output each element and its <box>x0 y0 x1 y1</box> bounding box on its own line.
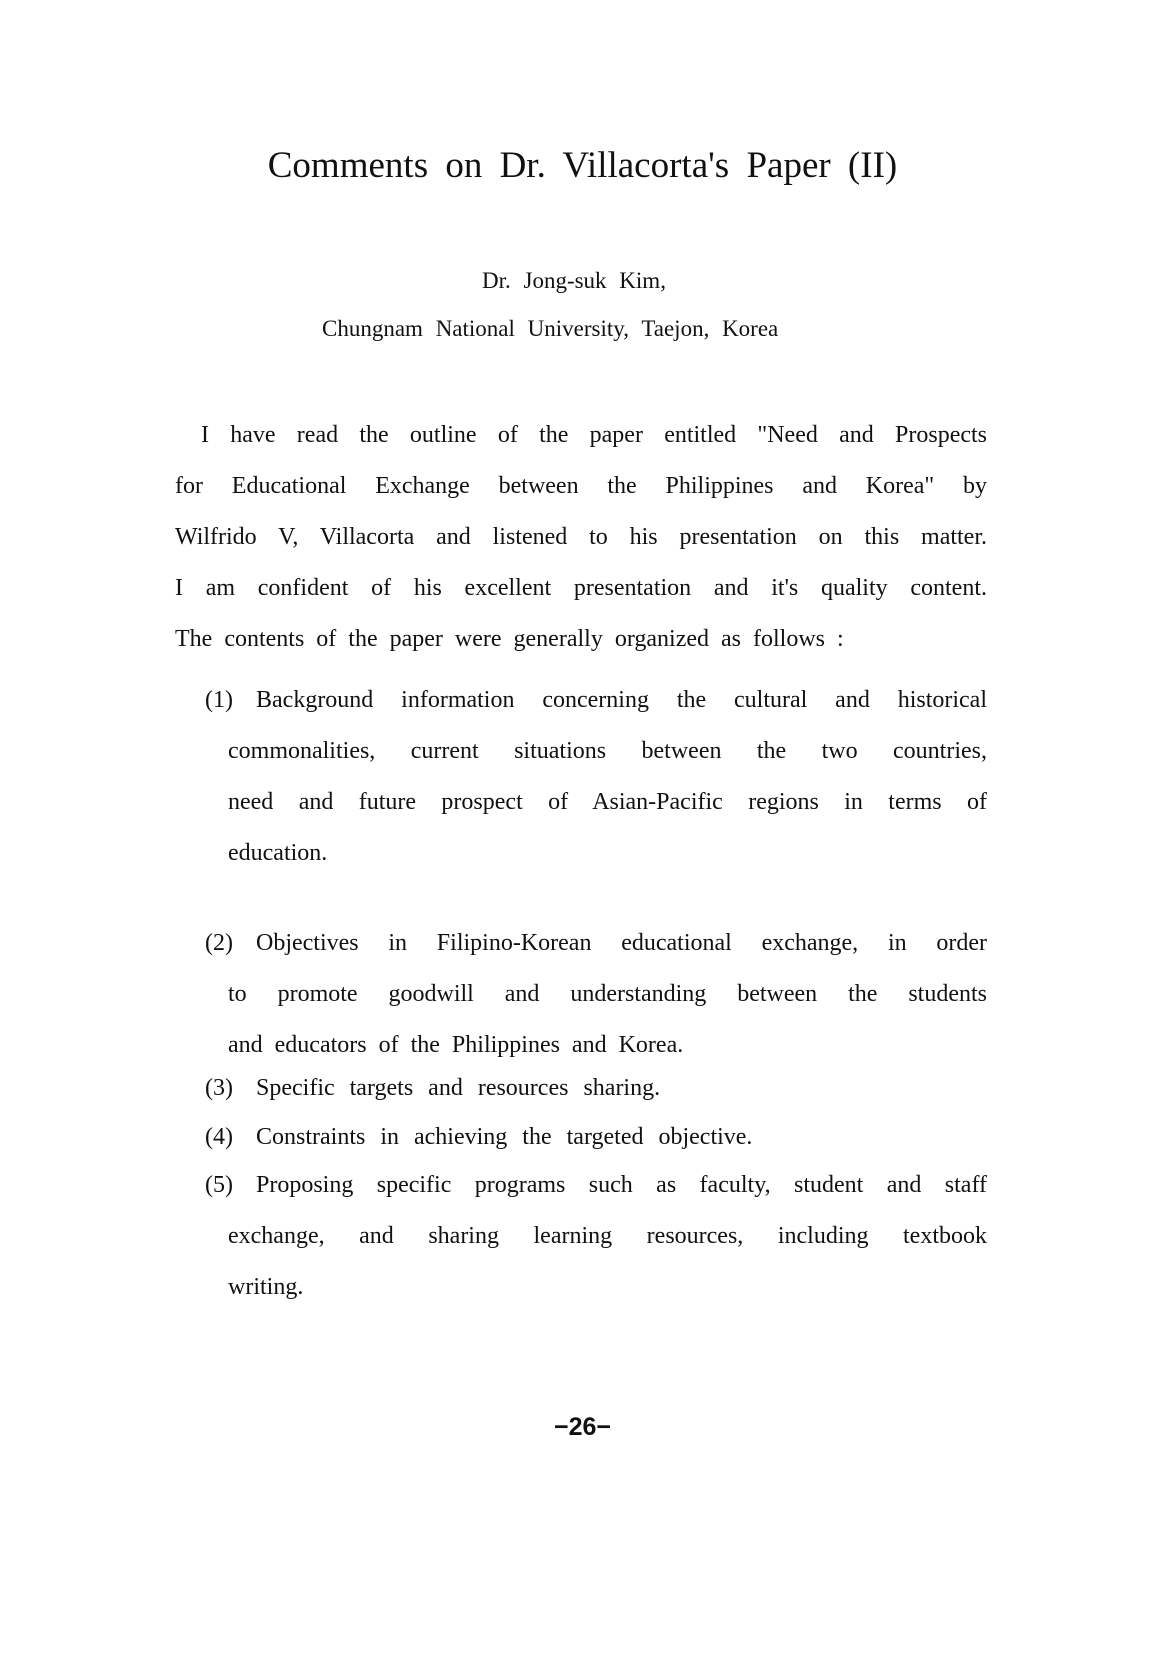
item-line: Background information concerning the cultural and historical <box>256 687 987 713</box>
item-number: (4) <box>205 1124 233 1150</box>
list-item-5 <box>205 1160 987 1313</box>
item-line: Objectives in Filipino-Korean educational exchange, in order <box>256 930 987 956</box>
intro-line: for Educational Exchange between the Philippines and Korea" by <box>175 473 987 499</box>
item-line: writing. <box>228 1274 304 1300</box>
item-line: and educators of the Philippines and Korea. <box>228 1032 684 1058</box>
list-item-4 <box>205 1112 987 1163</box>
item-line: Constraints in achieving the targeted objective. <box>256 1124 753 1150</box>
item-number: (3) <box>205 1075 233 1101</box>
intro-line: I am confident of his excellent presentation and it's quality content. <box>175 575 987 601</box>
item-line: Proposing specific programs such as faculty, student and staff <box>256 1172 987 1198</box>
page-title: Comments on Dr. Villacorta's Paper (II) <box>267 145 898 186</box>
item-line: need and future prospect of Asian-Pacific regions in terms of <box>228 789 987 815</box>
intro-line: Wilfrido V, Villacorta and listened to his presentation on this matter. <box>175 524 987 550</box>
item-line: exchange, and sharing learning resources, including textbook <box>228 1223 987 1249</box>
item-line: education. <box>228 840 328 866</box>
page-number: −26− <box>553 1413 611 1441</box>
item-number: (2) <box>205 930 233 956</box>
item-number: (1) <box>205 687 233 713</box>
item-number: (5) <box>205 1172 233 1198</box>
intro-line: I have read the outline of the paper entitled "Need and Prospects <box>201 422 987 448</box>
intro-line: The contents of the paper were generally organized as follows : <box>175 626 844 652</box>
item-line: to promote goodwill and understanding between the students <box>228 981 987 1007</box>
list-item-2 <box>205 918 987 1071</box>
author-name: Dr. Jong-suk Kim, <box>482 268 666 293</box>
item-line: commonalities, current situations between the two countries, <box>228 738 987 764</box>
list-item-1 <box>205 675 987 879</box>
author-affiliation: Chungnam National University, Taejon, Korea <box>322 316 779 341</box>
item-line: Specific targets and resources sharing. <box>256 1075 661 1101</box>
list-item-3 <box>205 1063 987 1114</box>
intro-paragraph <box>175 410 987 665</box>
